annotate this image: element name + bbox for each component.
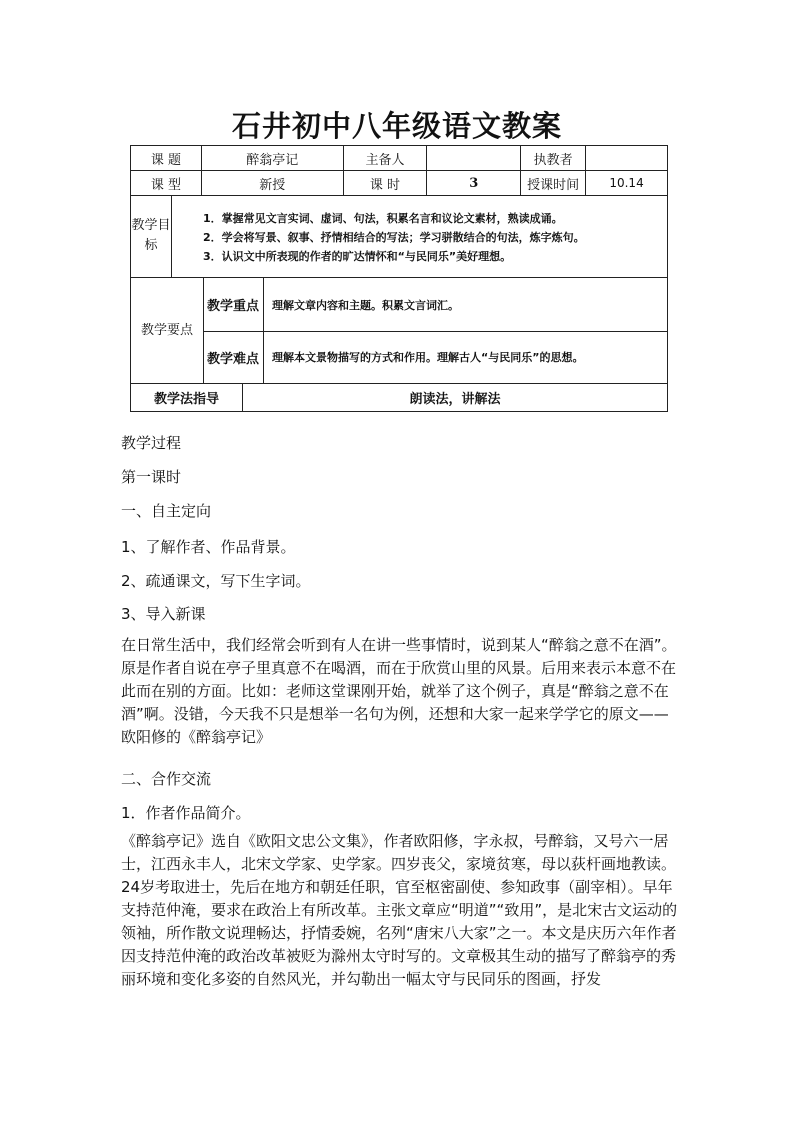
lesson-label: 第一课时 <box>121 468 182 486</box>
goals-list <box>203 209 585 266</box>
info-table <box>130 145 668 196</box>
difficulty-value: 理解本文景物描写的方式和作用。理解古人“与民同乐”的思想。 <box>272 351 584 364</box>
teacher-label: 执教者 <box>521 146 586 171</box>
page-title: 石井初中八年级语文教案 <box>231 109 562 143</box>
intro-paragraph: 在日常生活中，我们经常会听到有人在讲一些事情时，说到某人“醉翁之意不在酒”。 原是作者自说在亭子里真意不在喝酒，而在于欣赏山里的风景。后用来表示本意不在此而在别的方面。比如：老师这堂课刚开始，就举了这个例子，真是“醉翁之意不在酒”啊。没错，今天我不只是想举一名句为例，还想和大家一起来学学它的原文——欧阳修的《醉翁亭记》 <box>121 636 677 746</box>
topic-value: 醉翁亭记 <box>201 146 343 171</box>
key-point-row <box>203 278 667 332</box>
teaching-method-row <box>130 384 668 412</box>
section-heading: 二、合作交流 <box>121 770 212 788</box>
section-heading: 一、自主定向 <box>121 502 212 520</box>
sub-heading: 1．作者作品简介。 <box>121 804 251 822</box>
preparer-value <box>427 146 521 171</box>
difficulty-label: 教学难点 <box>203 331 264 383</box>
hours-label: 课 时 <box>343 171 427 196</box>
goal-item: 1．掌握常见文言实词、虚词、句法，积累名言和议论文素材，熟读成诵。 <box>203 212 563 225</box>
list-item: 1、了解作者、作品背景。 <box>121 538 296 556</box>
method-value: 朗读法，讲解法 <box>409 392 501 407</box>
goal-item: 3．认识文中所表现的作者的旷达情怀和“与民同乐”美好理想。 <box>203 250 512 263</box>
topic-label: 课 题 <box>131 146 202 171</box>
teacher-value <box>586 146 668 171</box>
type-value: 新授 <box>201 171 343 196</box>
key-point-label: 教学重点 <box>203 278 264 331</box>
date-value: 10.14 <box>586 171 668 196</box>
method-label: 教学法指导 <box>131 384 243 411</box>
teaching-key-points <box>130 278 668 384</box>
teaching-goals <box>130 195 668 278</box>
list-item: 2、疏通课文，写下生字词。 <box>121 572 311 590</box>
goals-label: 教学目标 <box>131 195 172 277</box>
preparer-label: 主备人 <box>343 146 427 171</box>
process-heading: 教学过程 <box>121 434 182 452</box>
date-label: 授课时间 <box>521 171 586 196</box>
author-paragraph: 《醉翁亭记》选自《欧阳文忠公文集》，作者欧阳修，字永叔，号醉翁，又号六一居士，江西永丰人，北宋文学家、史学家。四岁丧父，家境贫寒，母以荻杆画地教读。24岁考取进士，先后在地方和朝廷任职，官至枢密副使、参知政事（副宰相）。早年支持范仲淹，要求在政治上有所改革。主张文章应“明道”“致用”，是北宋古文运动的领袖，所作散文说理畅达，抒情委婉，名列“唐宋八大家”之一。本文是庆历六年作者因支持范仲淹的政治改革被贬为滁州太守时写的。文章极其生动的描写了醉翁亭的秀丽环境和变化多姿的自然风光，并勾勒出一幅太守与民同乐的图画，抒发 <box>121 832 678 988</box>
keys-label: 教学要点 <box>131 278 204 383</box>
difficulty-row <box>203 331 667 383</box>
goal-item: 2．学会将写景、叙事、抒情相结合的写法；学习骈散结合的句法，炼字炼句。 <box>203 231 585 244</box>
hours-value: 3 <box>427 171 521 196</box>
key-point-value: 理解文章内容和主题。积累文言词汇。 <box>272 298 459 312</box>
type-label: 课 型 <box>131 171 202 196</box>
list-item: 3、导入新课 <box>121 605 206 623</box>
